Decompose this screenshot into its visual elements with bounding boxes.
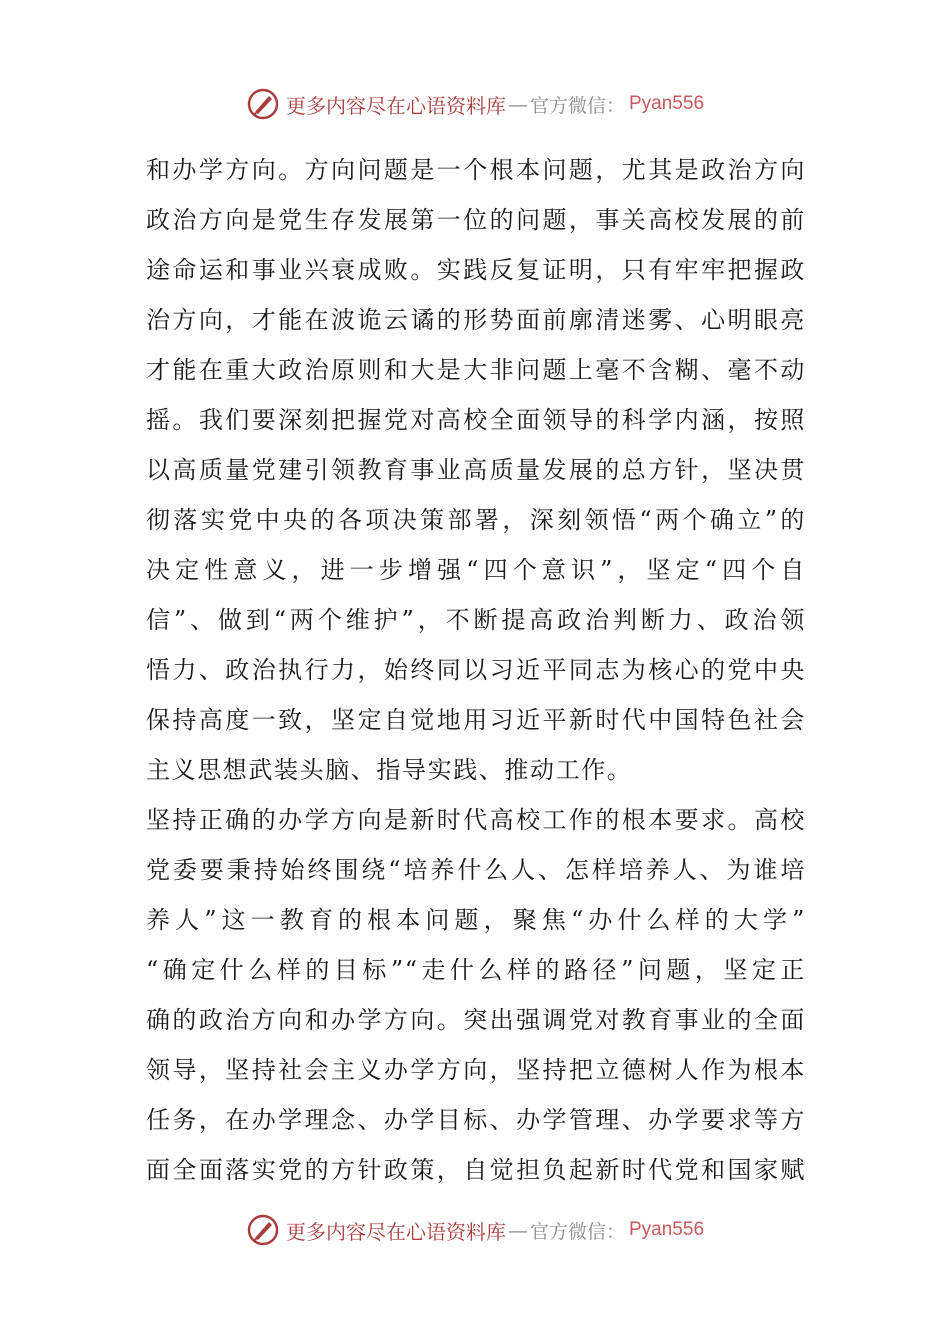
banner-wechat-id: Pyan556: [629, 1219, 705, 1240]
banner-wechat-label: 官方微信：: [529, 94, 625, 117]
body-line: 决定性意义，进一步增强“四个意识”，坚定“四个自: [146, 556, 806, 584]
body-line: 面全面落实党的方针政策，自觉担负起新时代党和国家赋: [146, 1156, 806, 1184]
banner-site-text: 更多内容尽在心语资料库: [285, 93, 506, 118]
body-line: 才能在重大政治原则和大是大非问题上毫不含糊、毫不动: [146, 356, 806, 384]
banner-wechat-id: Pyan556: [629, 93, 705, 114]
body-line: 摇。我们要深刻把握党对高校全面领导的科学内涵，按照: [146, 406, 806, 434]
header-banner: [0, 84, 950, 124]
body-line: 以高质量党建引领教育事业高质量发展的总方针，坚决贯: [146, 456, 806, 484]
body-line: 保持高度一致，坚定自觉地用习近平新时代中国特色社会: [146, 706, 806, 734]
body-line: 任务，在办学理念、办学目标、办学管理、办学要求等方: [146, 1106, 806, 1134]
body-line: 政治方向是党生存发展第一位的问题，事关高校发展的前: [146, 206, 806, 234]
body-line: 悟力、政治执行力，始终同以习近平同志为核心的党中央: [146, 656, 806, 684]
banner-wechat-label: 官方微信：: [529, 1220, 625, 1243]
body-line: 坚持正确的办学方向是新时代高校工作的根本要求。高校: [146, 806, 806, 834]
document-body: [146, 145, 806, 1195]
body-line: 主义思想武装头脑、指导实践、推动工作。: [146, 756, 633, 784]
body-line: 养人”这一教育的根本问题，聚焦“办什么样的大学”: [146, 906, 806, 934]
banner-separator: —: [507, 92, 528, 116]
body-line: 信”、做到“两个维护”，不断提高政治判断力、政治领: [146, 606, 806, 634]
body-line: 党委要秉持始终围绕“培养什么人、怎样培养人、为谁培: [146, 856, 806, 884]
footer-banner: [0, 1210, 950, 1250]
body-line: 彻落实党中央的各项决策部署，深刻领悟“两个确立”的: [146, 506, 806, 534]
body-line: 和办学方向。方向问题是一个根本问题，尤其是政治方向: [146, 156, 806, 184]
body-line: “确定什么样的目标”“走什么样的路径”问题，坚定正: [146, 956, 806, 984]
body-line: 途命运和事业兴衰成败。实践反复证明，只有牢牢把握政: [146, 256, 806, 284]
body-line: 领导，坚持社会主义办学方向，坚持把立德树人作为根本: [146, 1056, 806, 1084]
pen-logo-icon: [246, 1213, 280, 1247]
body-line: 治方向，才能在波诡云谲的形势面前廓清迷雾、心明眼亮: [146, 306, 806, 334]
banner-separator: —: [507, 1218, 528, 1242]
banner-site-text: 更多内容尽在心语资料库: [285, 1219, 506, 1244]
body-line: 确的政治方向和办学方向。突出强调党对教育事业的全面: [146, 1006, 806, 1034]
pen-logo-icon: [246, 87, 280, 121]
